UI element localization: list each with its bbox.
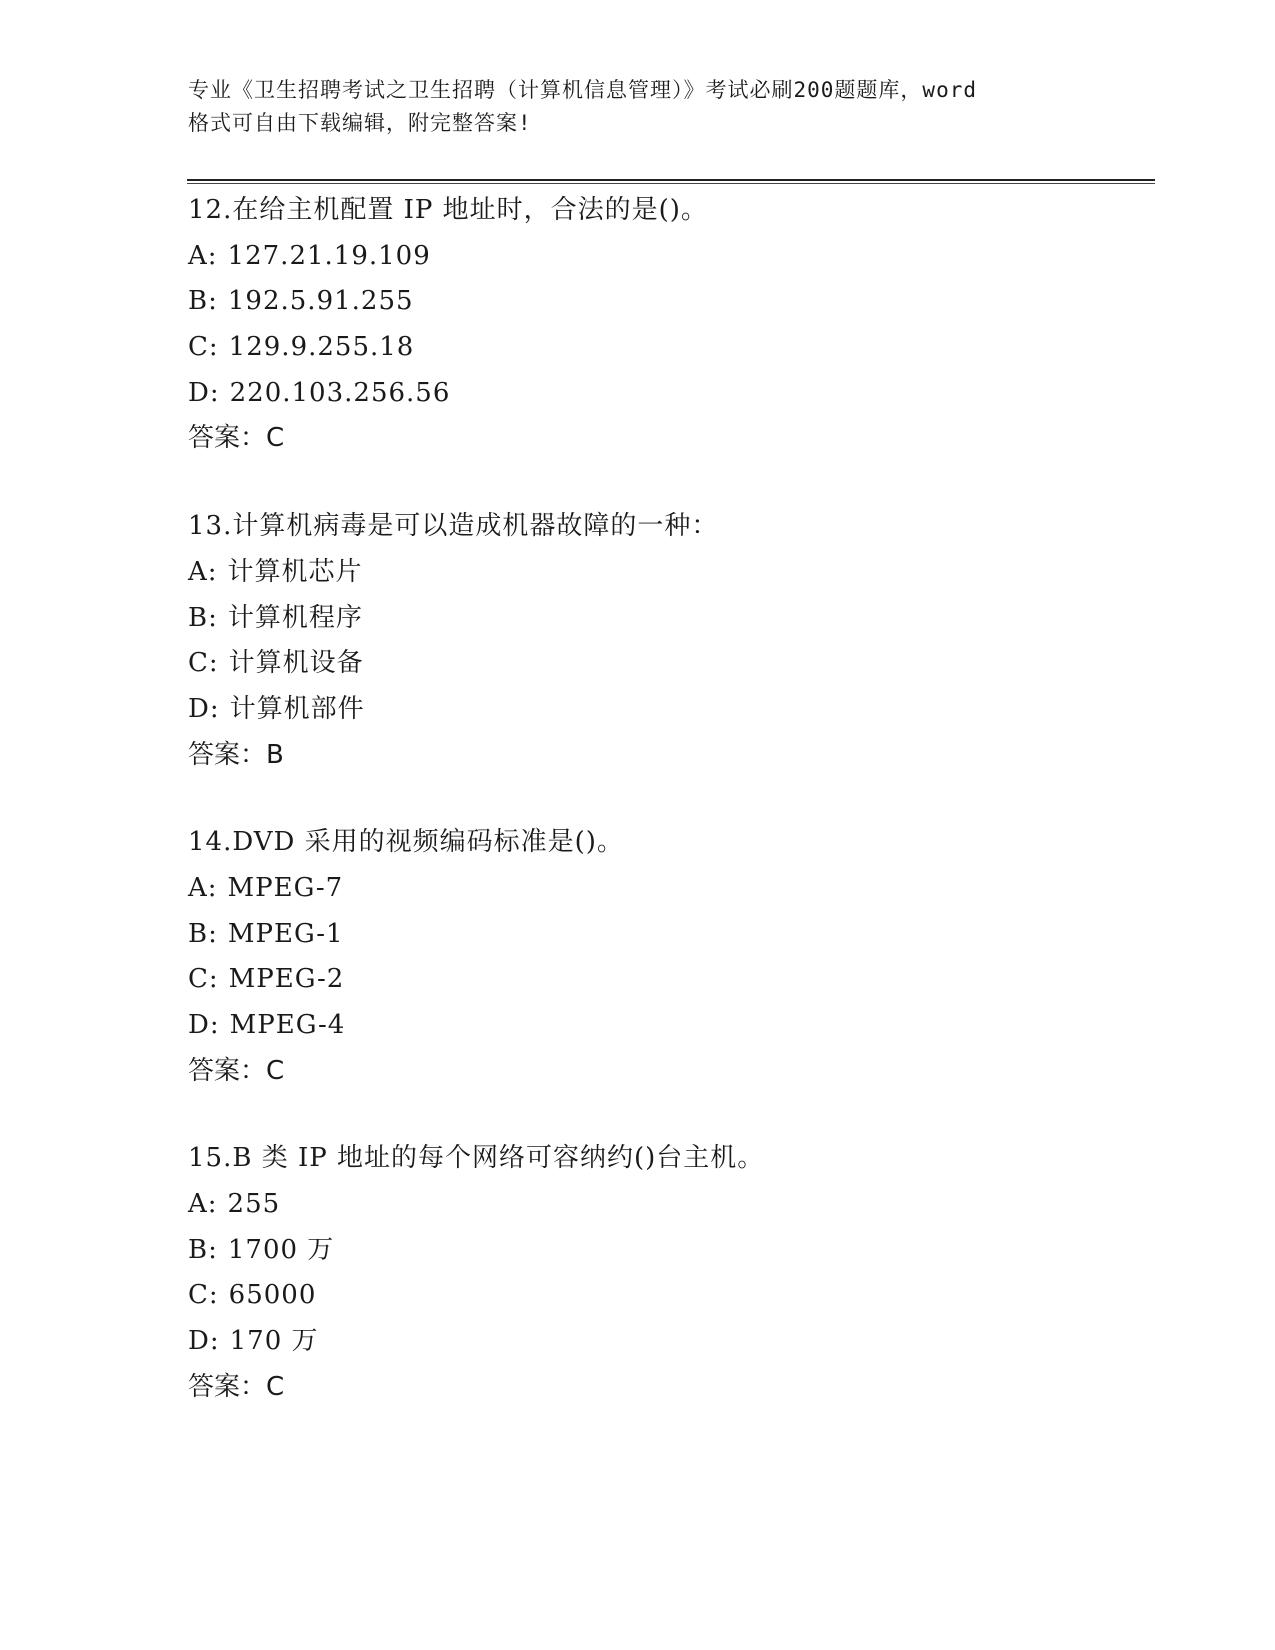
option-letter: B [188, 1234, 209, 1265]
option-text: MPEG-7 [227, 872, 344, 903]
option-b [188, 912, 1148, 958]
option-text: 127.21.19.109 [227, 240, 431, 271]
option-separator: : [208, 1234, 218, 1265]
option-text: 255 [227, 1189, 281, 1220]
option-a [188, 550, 1148, 596]
option-text: MPEG-1 [227, 918, 344, 949]
answer-line: 答案：C [188, 1371, 285, 1402]
option-separator: : [208, 964, 219, 995]
option-text: 129.9.255.18 [228, 332, 415, 363]
option-separator: : [209, 1326, 220, 1357]
option-letter: B [188, 286, 209, 317]
question-12 [188, 188, 1148, 462]
option-letter: D [188, 1010, 210, 1040]
option-separator: : [209, 1010, 220, 1040]
option-text: 1700 万 [227, 1234, 335, 1265]
option-separator: : [208, 1280, 219, 1311]
header-title-line-1: 专业《卫生招聘考试之卫生招聘（计算机信息管理）》考试必刷200题题库，word [188, 78, 977, 102]
option-d [188, 371, 1148, 417]
option-letter: C [188, 1280, 209, 1311]
option-text: 170 万 [229, 1326, 319, 1357]
option-a [188, 234, 1148, 280]
option-separator: : [207, 240, 218, 271]
option-letter: D [188, 1326, 210, 1357]
option-b [188, 279, 1148, 325]
answer-line: 答案：B [188, 739, 284, 770]
question-list [188, 188, 1148, 1453]
answer-line: 答案：C [188, 423, 285, 454]
question-15 [188, 1136, 1148, 1410]
option-a [188, 1182, 1148, 1228]
option-letter: D [188, 377, 210, 408]
option-text: MPEG-2 [228, 964, 345, 995]
option-separator: : [208, 286, 218, 317]
option-c [188, 641, 1148, 687]
option-b [188, 1228, 1148, 1274]
option-separator: : [208, 918, 218, 949]
option-text: 65000 [228, 1280, 317, 1311]
option-letter: C [188, 332, 209, 363]
option-letter: C [188, 648, 209, 679]
answer-line: 答案：C [188, 1055, 285, 1086]
option-separator: : [207, 556, 218, 587]
question-13 [188, 504, 1148, 778]
option-text: 计算机芯片 [227, 556, 363, 587]
page-header [188, 74, 1088, 140]
option-letter: A [188, 240, 208, 271]
option-c [188, 1273, 1148, 1319]
option-d [188, 1003, 1148, 1049]
option-c [188, 957, 1148, 1003]
option-text: 192.5.91.255 [227, 286, 414, 317]
header-title-line-2: 格式可自由下载编辑，附完整答案! [188, 111, 532, 135]
option-separator: : [207, 1189, 218, 1220]
option-text: MPEG-4 [229, 1010, 346, 1040]
header-divider-thin [187, 183, 1155, 184]
question-stem: 13.计算机病毒是可以造成机器故障的一种： [188, 511, 719, 542]
option-d [188, 1319, 1148, 1365]
option-c [188, 325, 1148, 371]
question-stem: 12.在给主机配置 IP 地址时，合法的是()。 [188, 195, 708, 225]
question-stem: 14.DVD 采用的视频编码标准是()。 [188, 827, 624, 858]
option-b [188, 596, 1148, 642]
option-d [188, 687, 1148, 733]
option-separator: : [207, 872, 218, 903]
option-text: 计算机程序 [227, 602, 363, 633]
question-14 [188, 820, 1148, 1094]
option-separator: : [208, 332, 219, 363]
header-divider-thick [187, 179, 1155, 181]
option-separator: : [209, 693, 220, 724]
question-stem: 15.B 类 IP 地址的每个网络可容纳约()台主机。 [188, 1143, 765, 1174]
option-letter: A [188, 872, 208, 903]
option-separator: : [209, 377, 220, 408]
option-letter: B [188, 602, 209, 633]
option-letter: B [188, 918, 209, 949]
option-letter: A [188, 1189, 208, 1220]
option-text: 计算机部件 [229, 693, 365, 724]
option-a [188, 866, 1148, 912]
option-separator: : [208, 602, 218, 633]
option-text: 220.103.256.56 [229, 377, 451, 408]
option-letter: A [188, 556, 208, 587]
option-separator: : [208, 648, 219, 679]
option-letter: D [188, 693, 210, 724]
option-text: 计算机设备 [228, 648, 364, 679]
option-letter: C [188, 964, 209, 995]
